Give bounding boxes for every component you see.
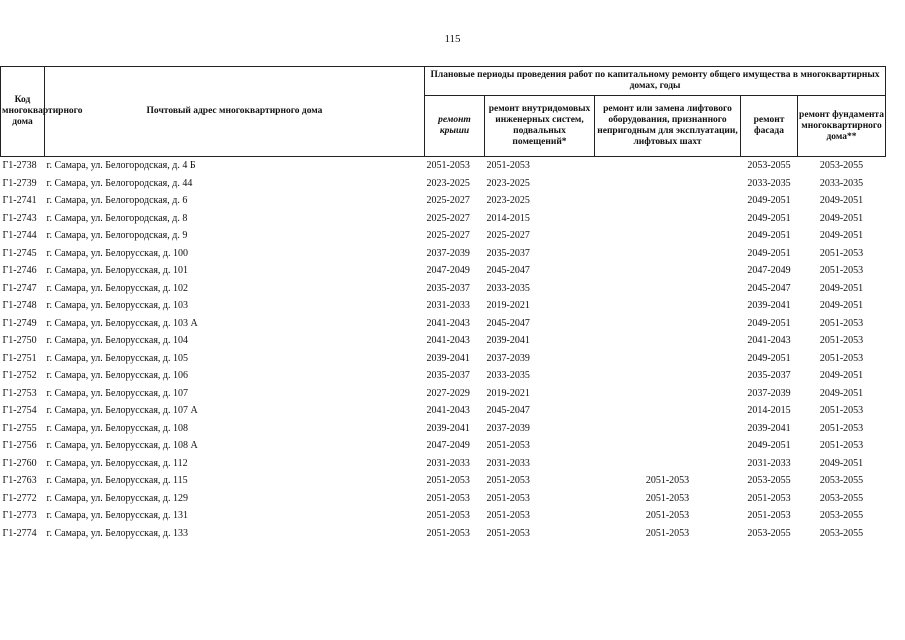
table-row [1, 210, 886, 228]
cell-facade: 2037-2039 [747, 387, 791, 399]
cell-foundation: 2051-2053 [819, 335, 864, 347]
cell-lift: 2051-2053 [645, 510, 690, 522]
cell-roof: 2039-2041 [426, 422, 470, 434]
table-row [1, 490, 886, 508]
cell-lift [595, 262, 741, 280]
cell-roof: 2051-2053 [426, 160, 470, 172]
header-lift: ремонт или замена лифтового оборудования, признанного непригодным для эксплуатации, лифтовых шахт [595, 96, 741, 157]
cell-roof: 2025-2027 [426, 230, 470, 242]
cell-facade: 2049-2051 [747, 317, 791, 329]
cell-lift [595, 367, 741, 385]
cell-facade: 2041-2043 [747, 335, 791, 347]
cell-facade: 2049-2051 [747, 212, 791, 224]
table-row [1, 262, 886, 280]
cell-facade: 2033-2035 [747, 177, 791, 189]
cell-foundation: 2053-2055 [819, 510, 864, 522]
cell-address: г. Самара, ул. Белогородская, д. 4 Б [46, 160, 196, 172]
cell-foundation: 2053-2055 [819, 160, 864, 172]
cell-lift [595, 332, 741, 350]
cell-facade: 2047-2049 [747, 265, 791, 277]
cell-address: г. Самара, ул. Белорусская, д. 102 [46, 282, 189, 294]
cell-systems: 2045-2047 [486, 317, 530, 329]
cell-roof: 2039-2041 [426, 352, 470, 364]
cell-roof: 2051-2053 [426, 527, 470, 539]
cell-systems: 2033-2035 [486, 370, 530, 382]
cell-address: г. Самара, ул. Белогородская, д. 44 [46, 177, 193, 189]
cell-code: Г1-2752 [2, 370, 37, 382]
cell-code: Г1-2773 [2, 510, 37, 522]
header-periods: Плановые периоды проведения работ по капитальному ремонту общего имущества в многоквартирных домах, годы [425, 67, 886, 96]
cell-facade: 2039-2041 [747, 300, 791, 312]
cell-code: Г1-2747 [2, 282, 37, 294]
cell-facade: 2053-2055 [747, 527, 791, 539]
cell-code: Г1-2754 [2, 405, 37, 417]
table-row [1, 350, 886, 368]
cell-code: Г1-2748 [2, 300, 37, 312]
repair-schedule-table [0, 66, 886, 542]
cell-code: Г1-2763 [2, 475, 37, 487]
cell-systems: 2039-2041 [486, 335, 530, 347]
cell-roof: 2035-2037 [426, 282, 470, 294]
cell-roof: 2027-2029 [426, 387, 470, 399]
cell-lift [595, 437, 741, 455]
table-row [1, 455, 886, 473]
cell-systems: 2045-2047 [486, 265, 530, 277]
cell-address: г. Самара, ул. Белорусская, д. 103 [46, 300, 189, 312]
table-row [1, 402, 886, 420]
cell-systems: 2051-2053 [486, 510, 530, 522]
cell-systems: 2014-2015 [486, 212, 530, 224]
cell-facade: 2031-2033 [747, 457, 791, 469]
cell-systems: 2019-2021 [486, 300, 530, 312]
cell-address: г. Самара, ул. Белорусская, д. 107 А [46, 405, 198, 417]
header-facade: ремонт фасада [741, 96, 798, 157]
cell-facade: 2045-2047 [747, 282, 791, 294]
cell-code: Г1-2741 [2, 195, 37, 207]
cell-foundation: 2051-2053 [819, 422, 864, 434]
cell-foundation: 2051-2053 [819, 352, 864, 364]
table-row [1, 367, 886, 385]
cell-foundation: 2051-2053 [819, 265, 864, 277]
header-address: Почтовый адрес многоквартирного дома [45, 67, 425, 157]
cell-systems: 2051-2053 [486, 527, 530, 539]
cell-lift [595, 210, 741, 228]
cell-facade: 2049-2051 [747, 352, 791, 364]
table-row [1, 437, 886, 455]
cell-code: Г1-2745 [2, 247, 37, 259]
cell-foundation: 2053-2055 [819, 475, 864, 487]
cell-foundation: 2049-2051 [819, 457, 864, 469]
cell-address: г. Самара, ул. Белорусская, д. 103 А [46, 317, 198, 329]
cell-lift: 2051-2053 [645, 475, 690, 487]
cell-facade: 2053-2055 [747, 475, 791, 487]
cell-code: Г1-2753 [2, 387, 37, 399]
cell-roof: 2037-2039 [426, 247, 470, 259]
cell-address: г. Самара, ул. Белорусская, д. 107 [46, 387, 189, 399]
table-row [1, 472, 886, 490]
cell-roof: 2023-2025 [426, 177, 470, 189]
cell-foundation: 2049-2051 [819, 230, 864, 242]
cell-roof: 2051-2053 [426, 492, 470, 504]
cell-roof: 2041-2043 [426, 405, 470, 417]
cell-address: г. Самара, ул. Белогородская, д. 8 [46, 212, 188, 224]
cell-address: г. Самара, ул. Белорусская, д. 108 А [46, 440, 198, 452]
table-row [1, 227, 886, 245]
cell-facade: 2014-2015 [747, 405, 791, 417]
cell-code: Г1-2755 [2, 422, 37, 434]
cell-roof: 2051-2053 [426, 475, 470, 487]
cell-roof: 2051-2053 [426, 510, 470, 522]
cell-lift [595, 192, 741, 210]
cell-code: Г1-2739 [2, 177, 37, 189]
cell-roof: 2025-2027 [426, 212, 470, 224]
cell-facade: 2049-2051 [747, 247, 791, 259]
table-row [1, 297, 886, 315]
cell-systems: 2051-2053 [486, 492, 530, 504]
cell-roof: 2041-2043 [426, 335, 470, 347]
cell-address: г. Самара, ул. Белорусская, д. 106 [46, 370, 189, 382]
cell-lift [595, 315, 741, 333]
cell-lift [595, 350, 741, 368]
cell-roof: 2041-2043 [426, 317, 470, 329]
cell-code: Г1-2760 [2, 457, 37, 469]
table-row [1, 315, 886, 333]
cell-address: г. Самара, ул. Белорусская, д. 100 [46, 247, 189, 259]
cell-foundation: 2049-2051 [819, 282, 864, 294]
header-foundation: ремонт фундамента многоквартирного дома** [798, 96, 886, 157]
cell-roof: 2031-2033 [426, 300, 470, 312]
cell-foundation: 2033-2035 [819, 177, 864, 189]
cell-code: Г1-2750 [2, 335, 37, 347]
table-row [1, 332, 886, 350]
cell-systems: 2023-2025 [486, 177, 530, 189]
cell-code: Г1-2746 [2, 265, 37, 277]
cell-facade: 2049-2051 [747, 440, 791, 452]
header-systems: ремонт внутридомовых инженерных систем, подвальных помещений* [485, 96, 595, 157]
cell-systems: 2051-2053 [486, 440, 530, 452]
cell-lift [595, 227, 741, 245]
table-row [1, 385, 886, 403]
cell-facade: 2051-2053 [747, 492, 791, 504]
cell-foundation: 2051-2053 [819, 247, 864, 259]
cell-address: г. Самара, ул. Белорусская, д. 131 [46, 510, 189, 522]
table-row [1, 525, 886, 543]
cell-systems: 2035-2037 [486, 247, 530, 259]
cell-code: Г1-2749 [2, 317, 37, 329]
cell-address: г. Самара, ул. Белорусская, д. 115 [46, 475, 188, 487]
cell-address: г. Самара, ул. Белогородская, д. 6 [46, 195, 188, 207]
cell-foundation: 2053-2055 [819, 492, 864, 504]
cell-lift [595, 385, 741, 403]
cell-systems: 2037-2039 [486, 422, 530, 434]
cell-lift [595, 420, 741, 438]
cell-systems: 2051-2053 [486, 475, 530, 487]
cell-lift [595, 157, 741, 175]
cell-roof: 2031-2033 [426, 457, 470, 469]
cell-facade: 2049-2051 [747, 195, 791, 207]
cell-systems: 2033-2035 [486, 282, 530, 294]
cell-address: г. Самара, ул. Белорусская, д. 105 [46, 352, 189, 364]
cell-facade: 2051-2053 [747, 510, 791, 522]
cell-foundation: 2049-2051 [819, 370, 864, 382]
table-row [1, 420, 886, 438]
cell-foundation: 2049-2051 [819, 300, 864, 312]
table-row [1, 245, 886, 263]
cell-foundation: 2051-2053 [819, 405, 864, 417]
cell-lift [595, 245, 741, 263]
cell-code: Г1-2738 [2, 160, 37, 172]
cell-address: г. Самара, ул. Белорусская, д. 108 [46, 422, 189, 434]
cell-address: г. Самара, ул. Белорусская, д. 112 [46, 457, 188, 469]
cell-roof: 2047-2049 [426, 440, 470, 452]
cell-foundation: 2049-2051 [819, 195, 864, 207]
cell-facade: 2035-2037 [747, 370, 791, 382]
cell-systems: 2051-2053 [486, 160, 530, 172]
cell-lift: 2051-2053 [645, 492, 690, 504]
cell-systems: 2037-2039 [486, 352, 530, 364]
page-number: 115 [444, 33, 461, 45]
table-row [1, 157, 886, 175]
table-row [1, 192, 886, 210]
cell-systems: 2045-2047 [486, 405, 530, 417]
cell-code: Г1-2756 [2, 440, 37, 452]
table-row [1, 507, 886, 525]
cell-address: г. Самара, ул. Белорусская, д. 104 [46, 335, 189, 347]
cell-code: Г1-2744 [2, 230, 37, 242]
cell-systems: 2019-2021 [486, 387, 530, 399]
table-row [1, 175, 886, 193]
cell-facade: 2049-2051 [747, 230, 791, 242]
cell-roof: 2025-2027 [426, 195, 470, 207]
cell-foundation: 2049-2051 [819, 387, 864, 399]
cell-code: Г1-2772 [2, 492, 37, 504]
cell-lift [595, 455, 741, 473]
cell-address: г. Самара, ул. Белорусская, д. 129 [46, 492, 189, 504]
header-roof: ремонт крыши [425, 96, 485, 157]
cell-foundation: 2051-2053 [819, 440, 864, 452]
cell-roof: 2047-2049 [426, 265, 470, 277]
cell-foundation: 2051-2053 [819, 317, 864, 329]
cell-systems: 2025-2027 [486, 230, 530, 242]
cell-lift: 2051-2053 [645, 527, 690, 539]
cell-code: Г1-2774 [2, 527, 37, 539]
cell-address: г. Самара, ул. Белорусская, д. 133 [46, 527, 189, 539]
cell-code: Г1-2743 [2, 212, 37, 224]
cell-lift [595, 297, 741, 315]
cell-lift [595, 280, 741, 298]
cell-lift [595, 402, 741, 420]
header-code: Код многоквартирного дома [1, 67, 45, 157]
cell-roof: 2035-2037 [426, 370, 470, 382]
cell-foundation: 2049-2051 [819, 212, 864, 224]
cell-facade: 2039-2041 [747, 422, 791, 434]
cell-systems: 2023-2025 [486, 195, 530, 207]
cell-foundation: 2053-2055 [819, 527, 864, 539]
cell-address: г. Самара, ул. Белогородская, д. 9 [46, 230, 188, 242]
cell-systems: 2031-2033 [486, 457, 530, 469]
table-body [1, 157, 886, 543]
cell-address: г. Самара, ул. Белорусская, д. 101 [46, 265, 189, 277]
cell-facade: 2053-2055 [747, 160, 791, 172]
table-row [1, 280, 886, 298]
cell-lift [595, 175, 741, 193]
cell-code: Г1-2751 [2, 352, 37, 364]
